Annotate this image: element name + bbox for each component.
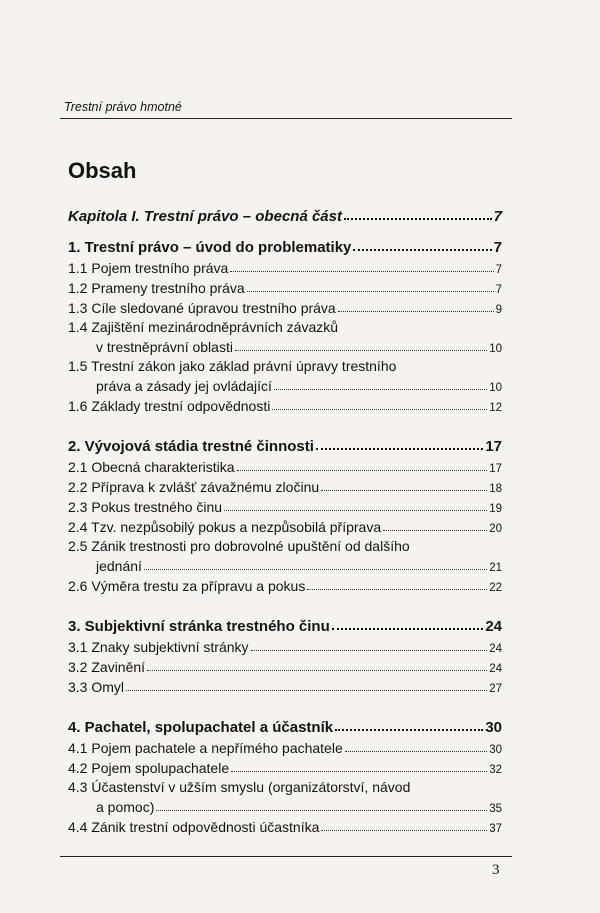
toc-item-text: 4.4 Zánik trestní odpovědnosti účastníka <box>68 819 320 835</box>
toc-page-number: 7 <box>495 264 502 276</box>
toc-page-number: 22 <box>489 582 502 594</box>
footer-rule <box>60 856 512 857</box>
toc-page-number: 17 <box>489 463 502 475</box>
dot-leader <box>147 669 487 671</box>
toc-item-text: 2.3 Pokus trestného činu <box>68 499 223 515</box>
toc-item-text: jednání <box>96 558 142 574</box>
toc-section-entry[interactable] <box>68 435 502 455</box>
toc-page-number: 17 <box>485 438 502 455</box>
dot-leader <box>237 469 488 471</box>
toc-page-number: 19 <box>489 503 502 515</box>
toc-item-entry[interactable] <box>68 355 502 374</box>
toc-item-text: 1.2 Prameny trestního práva <box>68 280 245 296</box>
dot-leader <box>338 310 494 312</box>
toc-item-text: práva a zásady jej ovládající <box>96 378 272 394</box>
dot-leader <box>251 649 488 651</box>
running-header: Trestní právo hmotné <box>64 100 182 114</box>
toc-page-number: 10 <box>489 343 502 355</box>
toc-page-number: 27 <box>489 683 502 695</box>
dot-leader <box>156 809 487 811</box>
toc-page-number: 7 <box>493 239 502 256</box>
dot-leader <box>126 689 487 691</box>
dot-leader <box>272 408 487 410</box>
toc-section-title: 2. Vývojová stádia trestné činnosti <box>68 438 314 455</box>
toc-item-text: 2.1 Obecná charakteristika <box>68 459 235 475</box>
toc-item-text: v trestněprávní oblasti <box>96 339 233 355</box>
toc-item-entry[interactable] <box>68 554 502 574</box>
toc-section-title: 4. Pachatel, spolupachatel a účastník <box>68 719 334 736</box>
toc-item-entry[interactable] <box>68 296 502 316</box>
toc-page-number: 7 <box>495 284 502 296</box>
dot-leader <box>321 829 487 831</box>
dot-leader <box>224 509 487 511</box>
dot-leader <box>344 217 492 220</box>
toc-item-text: 2.4 Tzv. nezpůsobilý pokus a nezpůsobilá příprava <box>68 519 382 535</box>
toc-item-text: 1.5 Trestní zákon jako základ právní úpravy trestního <box>68 358 397 374</box>
toc-item-text: 4.1 Pojem pachatele a nepřímého pachatele <box>68 740 343 756</box>
toc-item-entry[interactable] <box>68 276 502 296</box>
toc-section-title: 3. Subjektivní stránka trestného činu <box>68 618 330 635</box>
toc-item-entry[interactable] <box>68 635 502 655</box>
toc-section-entry[interactable] <box>68 236 502 256</box>
toc-page-number: 24 <box>485 618 502 635</box>
toc-page-number: 24 <box>489 663 502 675</box>
toc-page-number: 10 <box>489 382 502 394</box>
toc-chapter-label: Kapitola I. Trestní právo – obecná část <box>68 208 342 225</box>
dot-leader <box>307 588 487 590</box>
toc-item-text: 2.2 Příprava k zvlášť závažnému zločinu <box>68 479 320 495</box>
toc-item-entry[interactable] <box>68 394 502 414</box>
toc-section-entry[interactable] <box>68 615 502 635</box>
dot-leader <box>353 248 491 251</box>
dot-leader <box>321 489 487 491</box>
toc-item-text: 1.4 Zajištění mezinárodněprávních závazků <box>68 319 339 335</box>
toc-page-number: 37 <box>489 823 502 835</box>
toc-item-entry[interactable] <box>68 515 502 535</box>
page-number: 3 <box>492 862 500 878</box>
dot-leader <box>247 290 494 292</box>
toc-page-number: 30 <box>485 719 502 736</box>
toc-item-text: 4.2 Pojem spolupachatele <box>68 760 230 776</box>
toc-item-entry[interactable] <box>68 815 502 835</box>
dot-leader <box>332 627 484 630</box>
toc-section-entry[interactable] <box>68 716 502 736</box>
toc-page-number: 9 <box>495 304 502 316</box>
toc-item-text: a pomoc) <box>96 799 155 815</box>
toc-item-entry[interactable] <box>68 455 502 475</box>
toc-item-text: 3.2 Zavinění <box>68 659 146 675</box>
dot-leader <box>383 529 487 531</box>
dot-leader <box>335 728 483 731</box>
toc-item-entry[interactable] <box>68 675 502 695</box>
dot-leader <box>274 388 487 390</box>
toc-page-number: 18 <box>489 483 502 495</box>
toc-item-text: 3.3 Omyl <box>68 679 125 695</box>
dot-leader <box>231 770 487 772</box>
toc-page-number: 7 <box>493 208 502 225</box>
toc-item-entry[interactable] <box>68 475 502 495</box>
toc-item-text: 2.5 Zánik trestnosti pro dobrovolné upuštění od dalšího <box>68 538 410 554</box>
toc-item-text: 3.1 Znaky subjektivní stránky <box>68 639 249 655</box>
toc-chapter-entry[interactable] <box>68 205 502 225</box>
page-title: Obsah <box>68 158 137 183</box>
toc-item-text: 1.3 Cíle sledované úpravou trestního práva <box>68 300 336 316</box>
dot-leader <box>235 349 487 351</box>
dot-leader <box>230 270 493 272</box>
header-rule <box>60 118 512 119</box>
toc-item-text: 2.6 Výměra trestu za přípravu a pokus <box>68 578 306 594</box>
toc-item-entry[interactable] <box>68 795 502 815</box>
toc-item-entry[interactable] <box>68 335 502 355</box>
toc-page-number: 35 <box>489 803 502 815</box>
dot-leader <box>345 750 487 752</box>
toc-item-entry[interactable] <box>68 374 502 394</box>
toc-item-entry[interactable] <box>68 535 502 554</box>
toc-item-entry[interactable] <box>68 776 502 795</box>
toc-item-entry[interactable] <box>68 316 502 335</box>
dot-leader <box>144 568 487 570</box>
toc-page-number: 21 <box>489 562 502 574</box>
toc-item-text: 1.1 Pojem trestního práva <box>68 260 229 276</box>
dot-leader <box>316 447 483 450</box>
toc-page-number: 32 <box>489 764 502 776</box>
toc-item-entry[interactable] <box>68 574 502 594</box>
toc-item-entry[interactable] <box>68 736 502 756</box>
toc-page-number: 20 <box>489 523 502 535</box>
toc-item-entry[interactable] <box>68 256 502 276</box>
toc-item-text: 4.3 Účastenství v užším smyslu (organizátorství, návod <box>68 779 411 795</box>
toc-section-title: 1. Trestní právo – úvod do problematiky <box>68 239 352 256</box>
toc-item-text: 1.6 Základy trestní odpovědnosti <box>68 398 271 414</box>
table-of-contents <box>68 205 502 835</box>
toc-item-entry[interactable] <box>68 495 502 515</box>
toc-item-entry[interactable] <box>68 655 502 675</box>
toc-page-number: 12 <box>489 402 502 414</box>
toc-item-entry[interactable] <box>68 756 502 776</box>
toc-page-number: 30 <box>489 744 502 756</box>
toc-page-number: 24 <box>489 643 502 655</box>
